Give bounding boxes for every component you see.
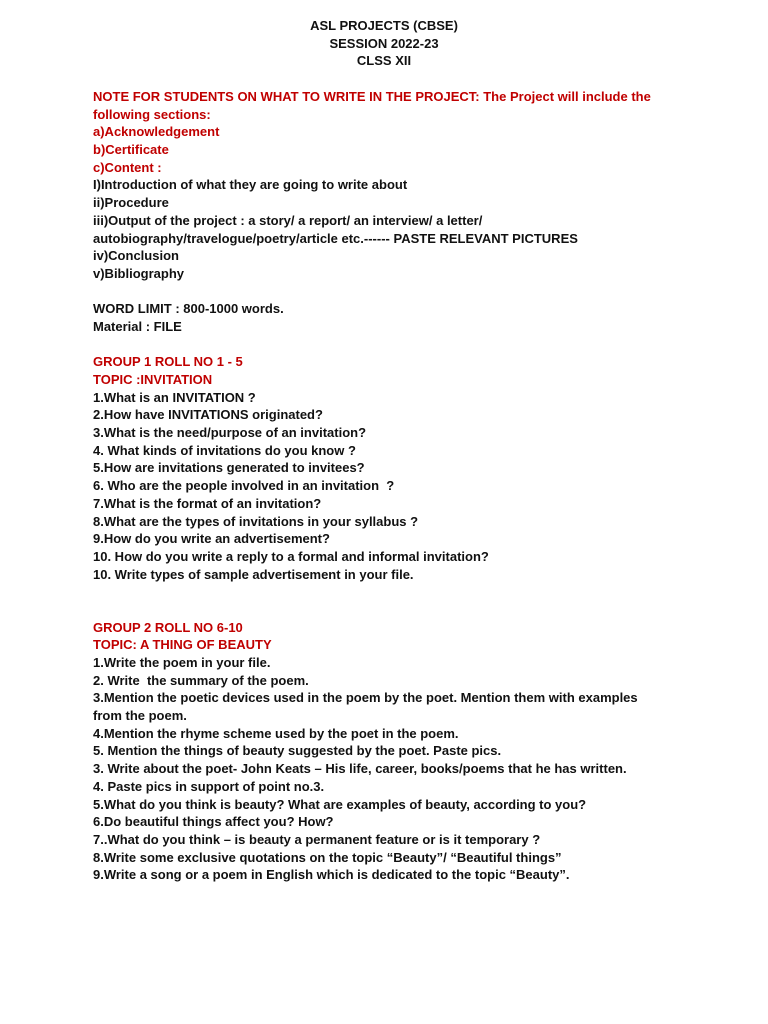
- group2-heading: GROUP 2 ROLL NO 6-10: [93, 619, 243, 635]
- question-item: 1.What is an INVITATION ?: [93, 389, 256, 405]
- question-item: 7..What do you think – is beauty a permanent feature or is it temporary ?: [93, 831, 541, 847]
- question-item: 3.What is the need/purpose of an invitation?: [93, 425, 367, 441]
- question-item: 5.How are invitations generated to invitees?: [93, 460, 365, 476]
- content-item: I)Introduction of what they are going to write about: [93, 177, 408, 193]
- content-item: iii)Output of the project : a story/ a report/ an interview/ a letter/: [93, 212, 483, 228]
- section-item: b)Certificate: [93, 142, 169, 158]
- content-item: v)Bibliography: [93, 265, 185, 281]
- question-item: 3. Write about the poet- John Keats – His life, career, books/poems that he has written.: [93, 761, 627, 777]
- question-item: 2. Write the summary of the poem.: [93, 672, 309, 688]
- spacer: [93, 336, 693, 354]
- group1-heading: GROUP 1 ROLL NO 1 - 5: [93, 354, 243, 370]
- question-item: 4.Mention the rhyme scheme used by the poet in the poem.: [93, 725, 459, 741]
- spacer: [93, 283, 693, 301]
- section-item: a)Acknowledgement: [93, 124, 220, 140]
- question-item: 4. What kinds of invitations do you know ?: [93, 442, 356, 458]
- question-item: 10. Write types of sample advertisement in your file.: [93, 566, 414, 582]
- question-item: 10. How do you write a reply to a formal and informal invitation?: [93, 548, 489, 564]
- group1-topic: TOPIC :INVITATION: [93, 372, 213, 387]
- question-item: 7.What is the format of an invitation?: [93, 495, 322, 511]
- note-section: [93, 88, 693, 283]
- question-item: 8.What are the types of invitations in your syllabus ?: [93, 513, 419, 529]
- content-item: iv)Conclusion: [93, 248, 179, 264]
- spacer: [93, 601, 693, 619]
- question-item: 5.What do you think is beauty? What are examples of beauty, according to you?: [93, 796, 587, 812]
- content-item: autobiography/travelogue/poetry/article etc.------ PASTE RELEVANT PICTURES: [93, 230, 578, 246]
- note-line: following sections:: [93, 106, 211, 122]
- section-item: c)Content :: [93, 159, 162, 175]
- question-item: 6. Who are the people involved in an invitation ?: [93, 478, 395, 494]
- header-title: ASL PROJECTS (CBSE): [310, 18, 458, 33]
- spacer: [93, 583, 693, 601]
- question-item: 9.Write a song or a poem in English which is dedicated to the topic “Beauty”.: [93, 867, 570, 883]
- content-item: ii)Procedure: [93, 195, 169, 211]
- header-session: SESSION 2022-23: [329, 35, 439, 51]
- requirements-section: [93, 300, 693, 335]
- question-item: 8.Write some exclusive quotations on the topic “Beauty”/ “Beautiful things”: [93, 849, 562, 865]
- group2-topic: TOPIC: A THING OF BEAUTY: [93, 637, 272, 653]
- document-body: [93, 88, 693, 884]
- question-item: 3.Mention the poetic devices used in the poem by the poet. Mention them with examples: [93, 690, 638, 706]
- group1-section: [93, 353, 693, 583]
- question-item: from the poem.: [93, 708, 187, 724]
- group2-section: [93, 619, 693, 884]
- note-line: NOTE FOR STUDENTS ON WHAT TO WRITE IN THE PROJECT: The Project will include the: [93, 89, 651, 104]
- material: Material : FILE: [93, 318, 182, 334]
- question-item: 5. Mention the things of beauty suggested by the poet. Paste pics.: [93, 743, 502, 759]
- question-item: 4. Paste pics in support of point no.3.: [93, 778, 325, 794]
- header-class: CLSS XII: [356, 53, 412, 69]
- document-header: [0, 17, 768, 70]
- question-item: 2.How have INVITATIONS originated?: [93, 407, 323, 423]
- question-item: 9.How do you write an advertisement?: [93, 531, 330, 547]
- question-item: 1.Write the poem in your file.: [93, 655, 271, 670]
- question-item: 6.Do beautiful things affect you? How?: [93, 814, 334, 830]
- word-limit: WORD LIMIT : 800-1000 words.: [93, 301, 284, 317]
